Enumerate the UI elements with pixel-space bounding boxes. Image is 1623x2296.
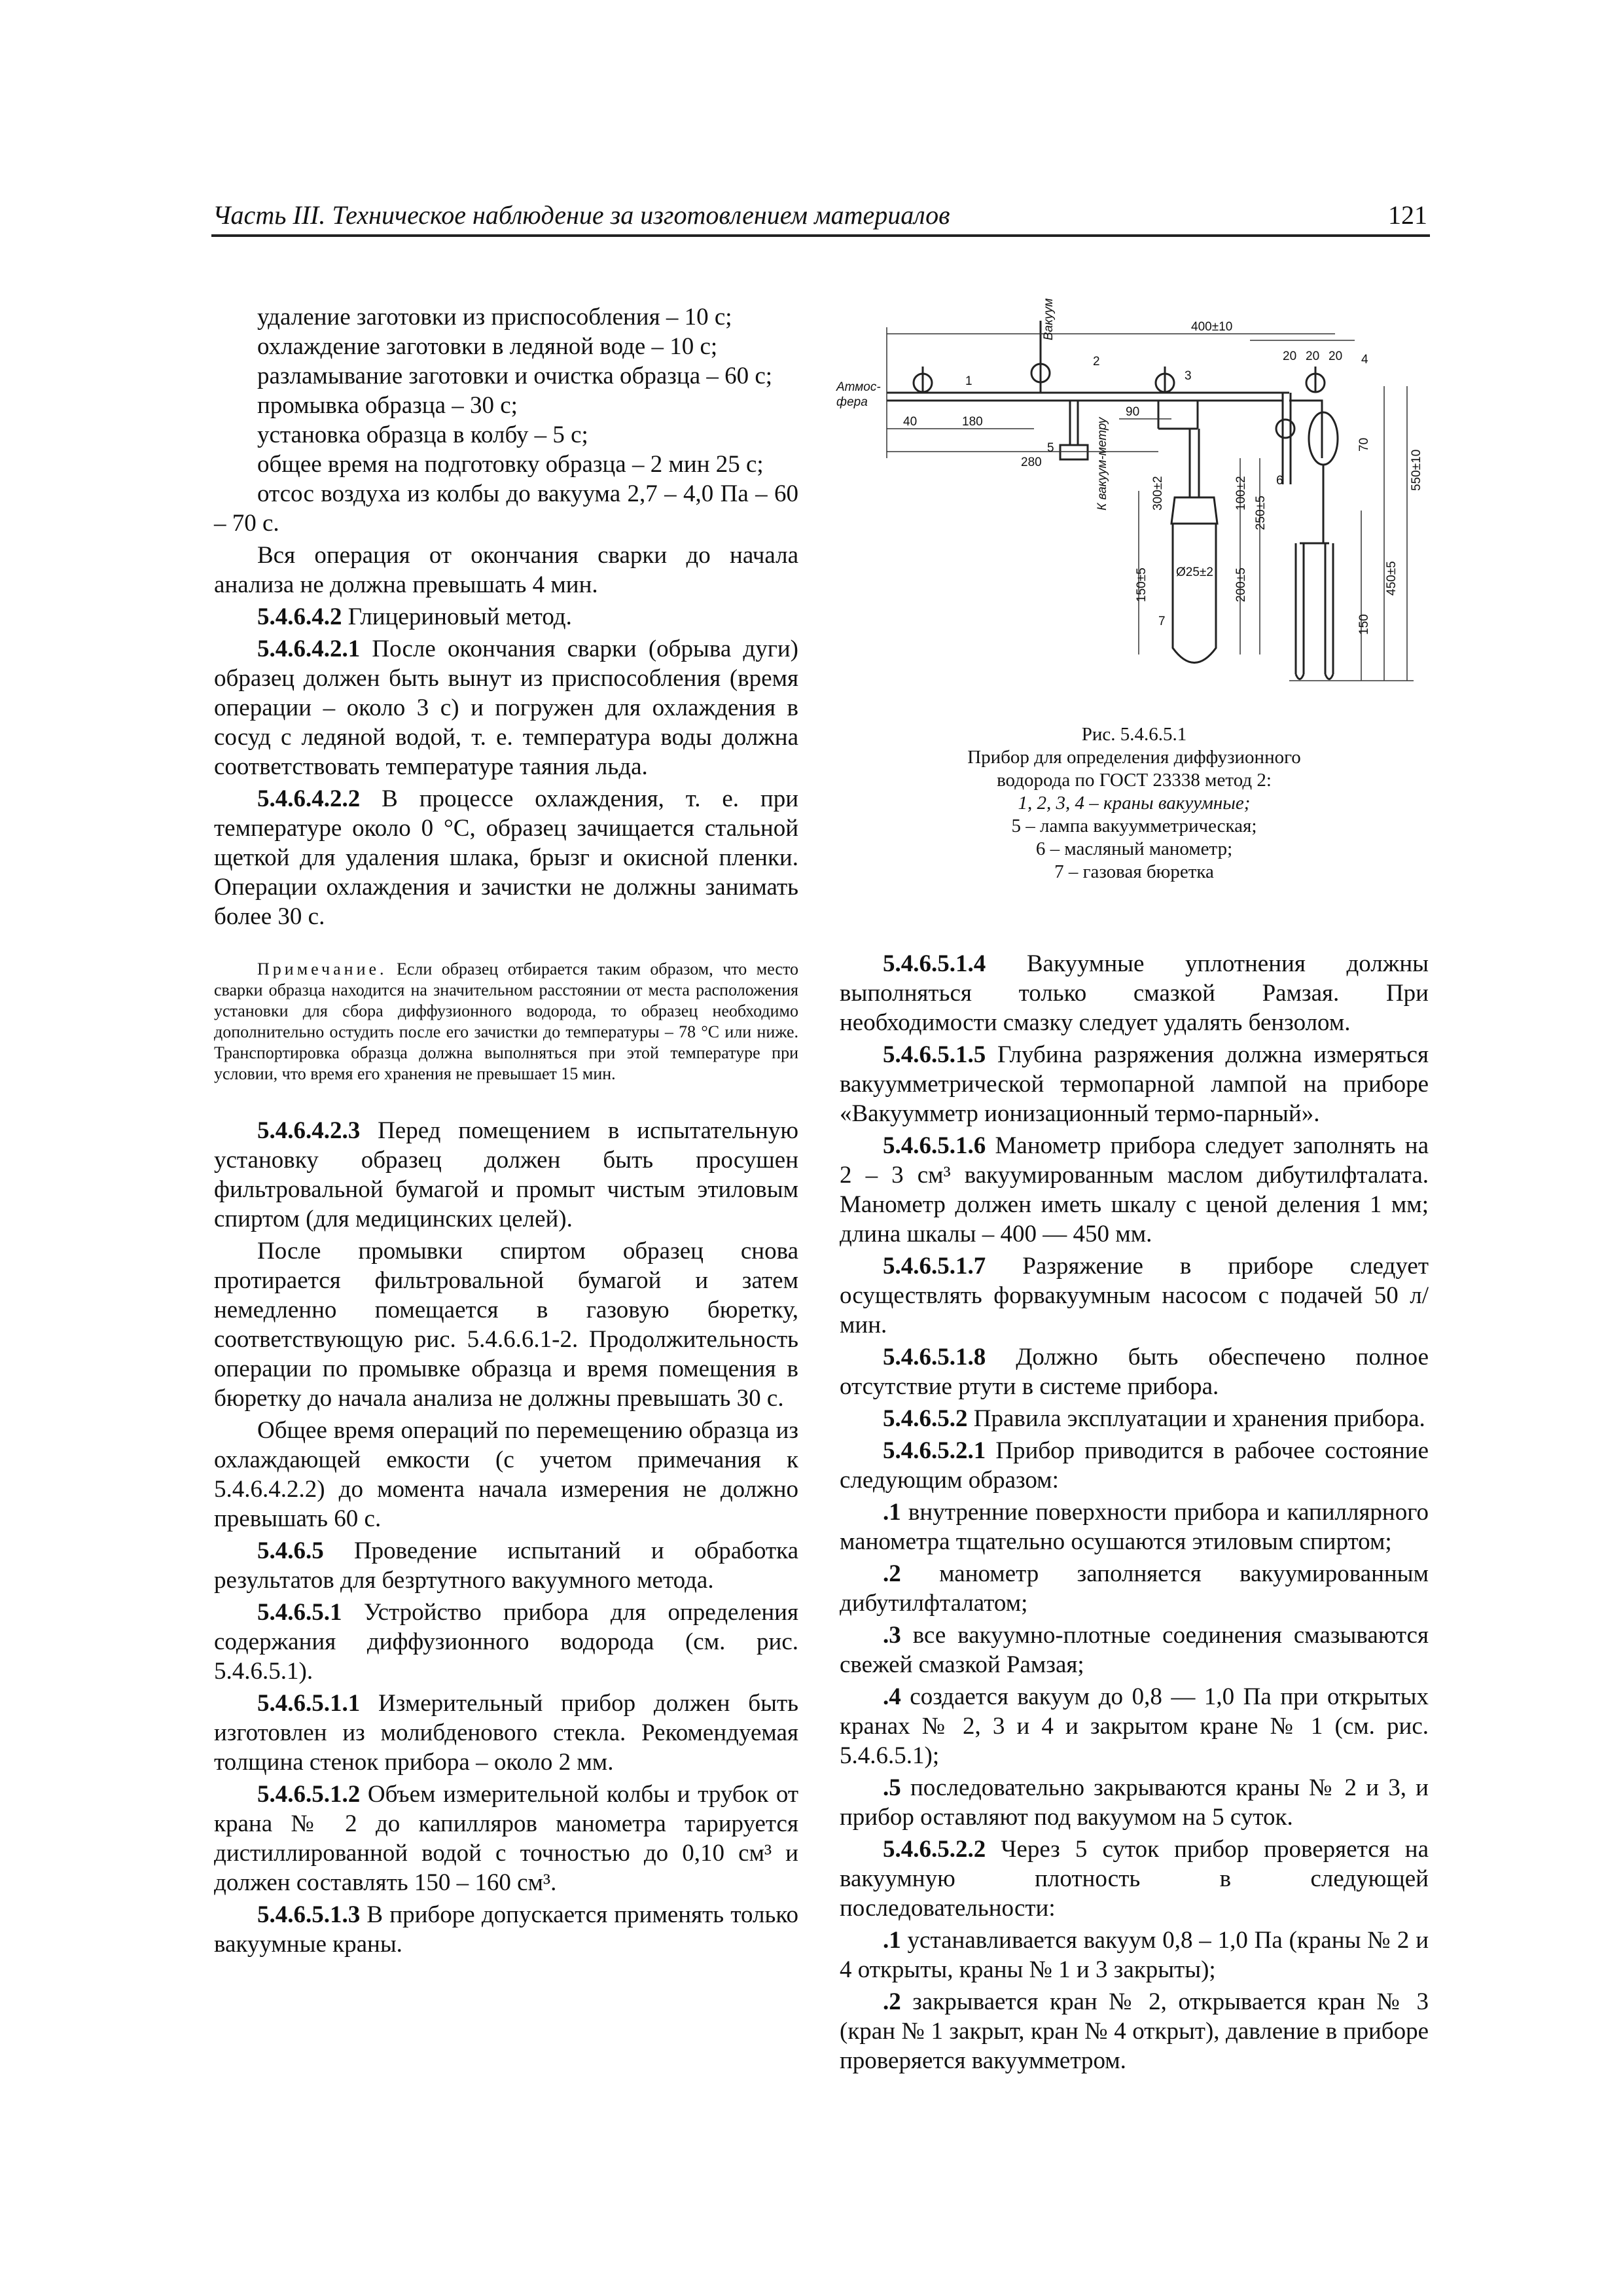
atmosphere-label: Атмос- [836,380,881,394]
paragraph: разламывание заготовки и очистка образца – 60 с; [257,363,773,389]
num-7: 7 [1158,615,1166,628]
caption-line: Прибор для определения диффузионного [967,747,1301,768]
paragraph: 5.4.6.4.2.1 После окончания сварки (обрыва дуги) образец должен быть вынут из приспособления (время операции – около 3 с) и погружен для охлаждения в сосуд с ледяной водой, т. е. температура воды должна соответствовать температуре таяния льда. [214,636,798,780]
list-item: .1 внутренние поверхности прибора и капиллярного манометра тщательно осушаются этиловым спиртом; [840,1499,1429,1555]
dim-20-c: 20 [1329,350,1343,363]
paragraph: 5.4.6.5.2.2 Через 5 суток прибор проверяется на вакуумную плотность в следующей последовательности: [840,1836,1429,1922]
list-item: .1 устанавливается вакуум 0,8 – 1,0 Па (краны № 2 и 4 открыты, краны № 1 и 3 закрыты); [840,1927,1429,1983]
list-item: .2 манометр заполняется вакуумированным дибутилфталатом; [840,1560,1429,1617]
note: Примечание. Если образец отбирается таким образом, что место сварки образца находится на значительном расстоянии от места расположения установки для сбора диффузионного водорода, то образец необходимо дополнительно остудить после его зачистки до температуры – 78 °С или ниже. Транспортировка образца должна выполняться при этой температуре при условии, что время его хранения не превышает 15 мин. [214,960,798,1083]
paragraph: После промывки спиртом образец снова протирается фильтровальной бумагой и затем немедленно помещается в газовую бюретку, соответствующую рис. 5.4.6.6.1-2. Продолжительность операции по промывке образца и время помещения в бюретку до начала анализа не должны превышать 30 с. [214,1238,798,1412]
paragraph: охлаждение заготовки в ледяной воде – 10 с; [257,333,718,360]
dim-90: 90 [1126,405,1140,419]
num-3: 3 [1185,369,1192,383]
paragraph: 5.4.6.5.2.1 Прибор приводится в рабочее состояние следующим образом: [840,1437,1429,1494]
paragraph: 5.4.6.5.1.5 Глубина разряжения должна измеряться вакуумметрической термопарной лампой на приборе «Вакуумметр ионизационный термо-парный». [840,1041,1429,1127]
legend-item: 6 – масляный манометр; [1035,838,1233,859]
list-item: .4 создается вакуум до 0,8 — 1,0 Па при открытых кранах № 2, 3 и 4 и закрытом кране № 1 (см. рис. 5.4.6.5.1); [840,1683,1429,1769]
paragraph: 5.4.6.4.2 Глицериновый метод. [257,603,572,630]
caption-title: Рис. 5.4.6.5.1 [1081,724,1187,745]
legend-item: 1, 2, 3, 4 – краны вакуумные; [1018,793,1251,814]
list-item: .2 закрывается кран № 2, открывается кран № 3 (кран № 1 закрыт, кран № 4 открыт), давление в приборе проверяется вакуумметром. [840,1988,1429,2074]
page-number: 121 [1388,200,1427,230]
left-column [214,302,798,1959]
num-1: 1 [965,374,972,388]
paragraph: 5.4.6.5.1.1 Измерительный прибор должен быть изготовлен из молибденового стекла. Рекомендуемая толщина стенок прибора – около 2 мм. [214,1690,798,1776]
note-label: Примечание. [257,960,387,978]
dim-v-450: 450±5 [1385,561,1399,596]
num-2: 2 [1093,355,1100,368]
legend-item: 7 – газовая бюретка [1054,861,1214,882]
dim-v-550: 550±10 [1410,449,1423,491]
paragraph: промывка образца – 30 с; [257,392,518,419]
page-header [211,196,1430,237]
caption-line: водорода по ГОСТ 23338 метод 2: [997,770,1272,791]
paragraph: 5.4.6.5.1.8 Должно быть обеспечено полное отсутствие ртути в системе прибора. [840,1344,1429,1400]
paragraph: удаление заготовки из приспособления – 10 с; [257,304,732,331]
vacuum-label: Вакуум [1042,298,1056,340]
dim-20-a: 20 [1283,350,1297,363]
paragraph: отсос воздуха из колбы до вакуума 2,7 – 4,0 Па – 60 – 70 с. [214,480,798,537]
dim-v-70: 70 [1357,437,1371,452]
paragraph: 5.4.6.5.1.3 В приборе допускается применять только вакуумные краны. [214,1901,798,1958]
dim-v-150b: 150 [1357,614,1371,635]
dim-v-200: 200±5 [1234,567,1248,602]
dim-20-b: 20 [1306,350,1320,363]
dim-180: 180 [962,415,983,429]
list-item: .3 все вакуумно-плотные соединения смазываются свежей смазкой Рамзая; [840,1622,1429,1678]
paragraph: общее время на подготовку образца – 2 мин 25 с; [257,451,764,478]
dim-280: 280 [1021,456,1042,469]
paragraph: 5.4.6.5 Проведение испытаний и обработка результатов для безртутного вакуумного метода. [214,1537,798,1594]
num-6: 6 [1276,474,1283,488]
paragraph: 5.4.6.5.1.2 Объем измерительной колбы и трубок от крана № 2 до капилляров манометра тарируется дистиллированной водой с точностью до 0,10 см³ и должен составлять 150 – 160 см³. [214,1781,798,1896]
dim-v-150: 150±5 [1135,567,1149,602]
paragraph: установка образца в колбу – 5 с; [257,422,588,448]
paragraph: 5.4.6.4.2.2 В процессе охлаждения, т. е. при температуре около 0 °С, образец зачищается стальной щеткой для удаления шлака, брызг и окисной пленки. Операции охлаждения и зачистки не должны занимать более 30 с. [214,785,798,930]
num-5: 5 [1047,441,1054,455]
paragraph: 5.4.6.4.2.3 Перед помещением в испытательную установку образец должен быть просушен фильтровальной бумагой и промыт чистым этиловым спиртом (для медицинских целей). [214,1117,798,1232]
num-4: 4 [1361,353,1368,367]
paragraph: 5.4.6.5.1 Устройство прибора для определения содержания диффузионного водорода (см. рис. 5.4.6.5.1). [214,1599,798,1685]
apparatus-figure [831,295,1433,687]
paragraph: 5.4.6.5.1.6 Манометр прибора следует заполнять на 2 – 3 см³ вакуумированным маслом дибутилфталата. Манометр должен иметь шкалу с ценой деления 1 мм; длина шкалы – 400 — 450 мм. [840,1132,1429,1247]
dim-40: 40 [903,415,918,429]
paragraph: Общее время операций по перемещению образца из охлаждающей емкости (с учетом примечания к 5.4.6.4.2.2) до момента начала измерения не должно превышать 60 с. [214,1417,798,1532]
paragraph: 5.4.6.5.1.4 Вакуумные уплотнения должны выполняться только смазкой Рамзая. При необходимости смазку следует удалять бензолом. [840,950,1429,1036]
legend-item: 5 – лампа вакуумметрическая; [1011,816,1257,836]
right-column [840,949,1429,2075]
list-item: .5 последовательно закрываются краны № 2 и 3, и прибор оставляют под вакуумом на 5 суток. [840,1774,1429,1831]
paragraph: 5.4.6.5.2 Правила эксплуатации и хранения прибора. [883,1405,1425,1432]
atmosphere-label-2: фера [836,395,868,409]
figure-caption [840,723,1429,884]
dim-v-100: 100±2 [1234,476,1248,511]
to-vacuummeter-label: К вакуум-метру [1096,417,1109,511]
paragraph: Вся операция от окончания сварки до начала анализа не должна превышать 4 мин. [214,542,798,598]
running-title: Часть III. Техническое наблюдение за изготовлением материалов [213,200,950,230]
paragraph: 5.4.6.5.1.7 Разряжение в приборе следует осуществлять форвакуумным насосом с подачей 50 л/мин. [840,1253,1429,1338]
dim-diameter-25: Ø25±2 [1176,565,1213,579]
dim-v-250: 250±5 [1254,495,1268,530]
dim-v-300: 300±2 [1151,476,1165,511]
dim-400: 400±10 [1191,320,1233,334]
